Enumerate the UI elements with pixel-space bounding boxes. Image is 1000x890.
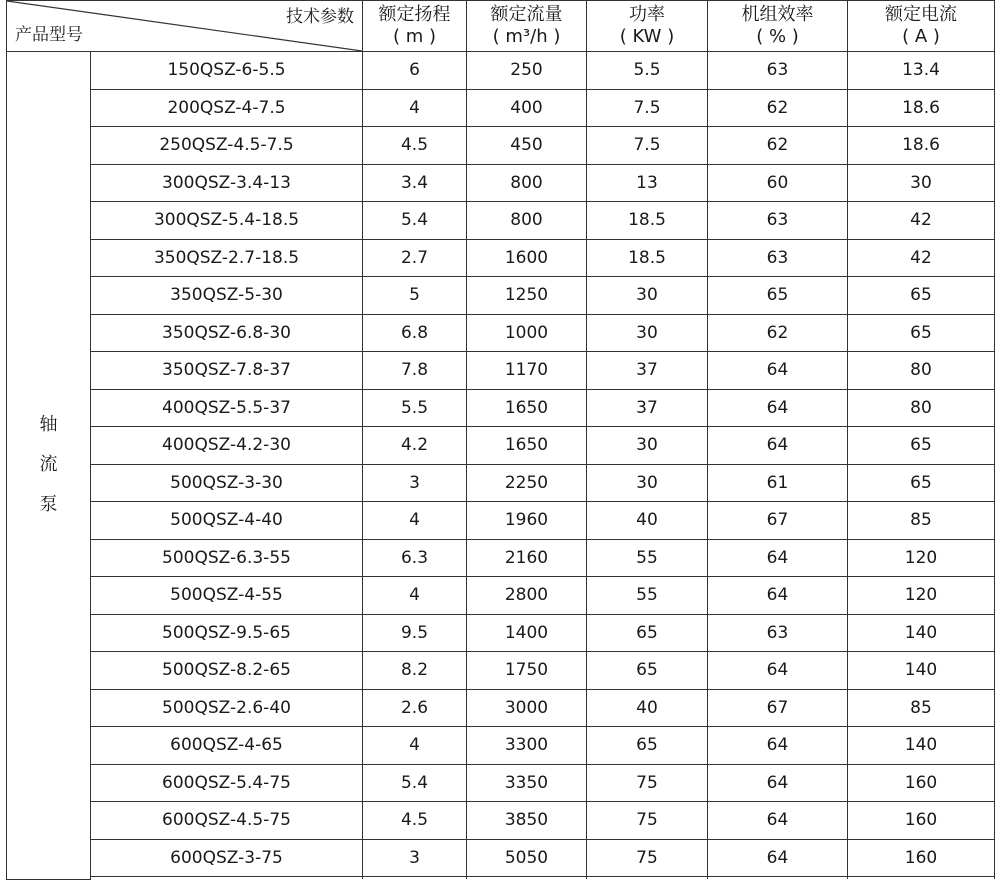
power-cell: 30: [587, 427, 708, 465]
category-char: 轴: [39, 414, 58, 436]
flow-cell: 3350: [467, 764, 587, 802]
flow-cell: 1600: [467, 239, 587, 277]
flow-cell: 3000: [467, 689, 587, 727]
model-cell: 600QSZ-3-75: [91, 839, 363, 877]
table-row: [7, 689, 995, 727]
head-cell: 4: [363, 502, 467, 540]
head-cell: 3: [363, 839, 467, 877]
power-cell: 7.5: [587, 89, 708, 127]
pump-spec-table: [6, 0, 995, 880]
current-cell: 18.6: [848, 89, 995, 127]
head-cell: 5: [363, 277, 467, 315]
head-cell: 6.8: [363, 314, 467, 352]
efficiency-cell: 64: [708, 352, 848, 390]
params-label: 技术参数: [286, 7, 354, 27]
flow-cell: 2800: [467, 577, 587, 615]
head-cell: 9.5: [363, 614, 467, 652]
current-cell: 140: [848, 652, 995, 690]
flow-cell: 1400: [467, 614, 587, 652]
model-cell: 250QSZ-4.5-7.5: [91, 127, 363, 165]
head-cell: 5.5: [363, 389, 467, 427]
current-cell: 30: [848, 164, 995, 202]
efficiency-cell: 64: [708, 577, 848, 615]
flow-cell: 450: [467, 127, 587, 165]
power-cell: 55: [587, 577, 708, 615]
table-row: [7, 727, 995, 765]
model-cell: 400QSZ-4.2-30: [91, 427, 363, 465]
efficiency-cell: 61: [708, 464, 848, 502]
head-cell: 8.2: [363, 652, 467, 690]
model-cell: 350QSZ-2.7-18.5: [91, 239, 363, 277]
corner-header: [7, 1, 363, 52]
current-cell: 80: [848, 389, 995, 427]
efficiency-cell: 63: [708, 239, 848, 277]
table-row: [7, 202, 995, 240]
head-cell: 5.4: [363, 764, 467, 802]
efficiency-cell: 64: [708, 727, 848, 765]
flow-cell: 1000: [467, 314, 587, 352]
head-cell: 4.5: [363, 802, 467, 840]
col-flow-unit: ( m³/h ): [492, 26, 561, 47]
table-row: [7, 89, 995, 127]
table-row: [7, 502, 995, 540]
flow-cell: 3300: [467, 727, 587, 765]
efficiency-cell: 64: [708, 427, 848, 465]
power-cell: 13: [587, 164, 708, 202]
head-cell: 4: [363, 727, 467, 765]
flow-cell: 1750: [467, 652, 587, 690]
col-flow-title: 额定流量: [490, 4, 563, 25]
col-head-title: 额定扬程: [378, 4, 451, 25]
efficiency-cell: 64: [708, 802, 848, 840]
flow-cell: 2250: [467, 464, 587, 502]
power-cell: 75: [587, 839, 708, 877]
head-cell: 3.4: [363, 164, 467, 202]
empty-cell: [848, 877, 995, 880]
model-cell: 500QSZ-6.3-55: [91, 539, 363, 577]
col-head-unit: ( m ): [392, 26, 437, 47]
power-cell: 40: [587, 689, 708, 727]
efficiency-cell: 62: [708, 314, 848, 352]
flow-cell: 2160: [467, 539, 587, 577]
head-cell: 3: [363, 464, 467, 502]
head-cell: 4: [363, 577, 467, 615]
col-power: [587, 1, 708, 52]
model-cell: 350QSZ-6.8-30: [91, 314, 363, 352]
efficiency-cell: 64: [708, 839, 848, 877]
flow-cell: 1170: [467, 352, 587, 390]
power-cell: 65: [587, 727, 708, 765]
current-cell: 65: [848, 427, 995, 465]
table-row: [7, 464, 995, 502]
model-cell: 500QSZ-3-30: [91, 464, 363, 502]
category-char: 泵: [39, 494, 58, 516]
empty-cell: [587, 877, 708, 880]
power-cell: 40: [587, 502, 708, 540]
table-row: [7, 802, 995, 840]
efficiency-cell: 67: [708, 689, 848, 727]
head-cell: 5.4: [363, 202, 467, 240]
table-body: [7, 52, 995, 880]
efficiency-cell: 67: [708, 502, 848, 540]
table-row: [7, 52, 995, 90]
col-head: [363, 1, 467, 52]
power-cell: 37: [587, 389, 708, 427]
head-cell: 7.8: [363, 352, 467, 390]
efficiency-cell: 64: [708, 652, 848, 690]
head-cell: 4.2: [363, 427, 467, 465]
col-efficiency-title: 机组效率: [741, 4, 814, 25]
table-row: [7, 764, 995, 802]
model-cell: 150QSZ-6-5.5: [91, 52, 363, 90]
efficiency-cell: 64: [708, 539, 848, 577]
model-cell: 200QSZ-4-7.5: [91, 89, 363, 127]
col-current: [848, 1, 995, 52]
table-row: [7, 539, 995, 577]
category-cell: [7, 52, 91, 880]
flow-cell: 250: [467, 52, 587, 90]
current-cell: 85: [848, 689, 995, 727]
head-cell: 2.7: [363, 239, 467, 277]
head-cell: 4: [363, 89, 467, 127]
power-cell: 18.5: [587, 239, 708, 277]
power-cell: 37: [587, 352, 708, 390]
model-cell: 300QSZ-3.4-13: [91, 164, 363, 202]
current-cell: 80: [848, 352, 995, 390]
flow-cell: 1250: [467, 277, 587, 315]
power-cell: 5.5: [587, 52, 708, 90]
table-row: [7, 427, 995, 465]
model-cell: 600QSZ-4-65: [91, 727, 363, 765]
power-cell: 18.5: [587, 202, 708, 240]
empty-cell: [363, 877, 467, 880]
empty-cell: [91, 877, 363, 880]
head-cell: 6: [363, 52, 467, 90]
current-cell: 42: [848, 202, 995, 240]
power-cell: 55: [587, 539, 708, 577]
model-cell: 400QSZ-5.5-37: [91, 389, 363, 427]
model-cell: 350QSZ-5-30: [91, 277, 363, 315]
empty-cell: [467, 877, 587, 880]
table-row: [7, 389, 995, 427]
current-cell: 13.4: [848, 52, 995, 90]
product-label: 产品型号: [15, 25, 83, 45]
efficiency-cell: 64: [708, 389, 848, 427]
head-cell: 4.5: [363, 127, 467, 165]
table-row: [7, 277, 995, 315]
table-row: [7, 239, 995, 277]
model-cell: 500QSZ-4-40: [91, 502, 363, 540]
flow-cell: 1650: [467, 389, 587, 427]
model-cell: 350QSZ-7.8-37: [91, 352, 363, 390]
power-cell: 30: [587, 277, 708, 315]
model-cell: 600QSZ-4.5-75: [91, 802, 363, 840]
efficiency-cell: 63: [708, 202, 848, 240]
power-cell: 75: [587, 764, 708, 802]
col-power-title: 功率: [629, 4, 665, 25]
table-row: [7, 352, 995, 390]
head-cell: 6.3: [363, 539, 467, 577]
power-cell: 65: [587, 652, 708, 690]
efficiency-cell: 62: [708, 89, 848, 127]
table-row: [7, 614, 995, 652]
power-cell: 7.5: [587, 127, 708, 165]
col-efficiency-unit: ( % ): [756, 26, 799, 47]
current-cell: 160: [848, 764, 995, 802]
current-cell: 160: [848, 839, 995, 877]
table-row: [7, 127, 995, 165]
model-cell: 600QSZ-5.4-75: [91, 764, 363, 802]
efficiency-cell: 62: [708, 127, 848, 165]
flow-cell: 5050: [467, 839, 587, 877]
current-cell: 85: [848, 502, 995, 540]
table-row: [7, 577, 995, 615]
current-cell: 160: [848, 802, 995, 840]
col-power-unit: ( KW ): [619, 26, 675, 47]
category-char: 流: [39, 454, 58, 476]
current-cell: 140: [848, 614, 995, 652]
empty-cell: [708, 877, 848, 880]
col-flow: [467, 1, 587, 52]
current-cell: 140: [848, 727, 995, 765]
flow-cell: 400: [467, 89, 587, 127]
flow-cell: 800: [467, 164, 587, 202]
head-cell: 2.6: [363, 689, 467, 727]
table-row: [7, 314, 995, 352]
efficiency-cell: 65: [708, 277, 848, 315]
col-current-title: 额定电流: [885, 4, 957, 25]
efficiency-cell: 64: [708, 764, 848, 802]
efficiency-cell: 63: [708, 614, 848, 652]
efficiency-cell: 60: [708, 164, 848, 202]
current-cell: 65: [848, 314, 995, 352]
current-cell: 42: [848, 239, 995, 277]
col-current-unit: ( A ): [902, 26, 940, 47]
power-cell: 65: [587, 614, 708, 652]
power-cell: 75: [587, 802, 708, 840]
table-row: [7, 839, 995, 877]
current-cell: 120: [848, 577, 995, 615]
power-cell: 30: [587, 464, 708, 502]
model-cell: 500QSZ-4-55: [91, 577, 363, 615]
model-cell: 300QSZ-5.4-18.5: [91, 202, 363, 240]
table-row: [7, 164, 995, 202]
flow-cell: 3850: [467, 802, 587, 840]
table-row: [7, 652, 995, 690]
current-cell: 120: [848, 539, 995, 577]
current-cell: 65: [848, 277, 995, 315]
power-cell: 30: [587, 314, 708, 352]
model-cell: 500QSZ-2.6-40: [91, 689, 363, 727]
table-row-cutoff: [7, 877, 995, 880]
efficiency-cell: 63: [708, 52, 848, 90]
current-cell: 18.6: [848, 127, 995, 165]
current-cell: 65: [848, 464, 995, 502]
header-row: [7, 1, 995, 52]
flow-cell: 1960: [467, 502, 587, 540]
model-cell: 500QSZ-8.2-65: [91, 652, 363, 690]
flow-cell: 1650: [467, 427, 587, 465]
model-cell: 500QSZ-9.5-65: [91, 614, 363, 652]
flow-cell: 800: [467, 202, 587, 240]
col-efficiency: [708, 1, 848, 52]
